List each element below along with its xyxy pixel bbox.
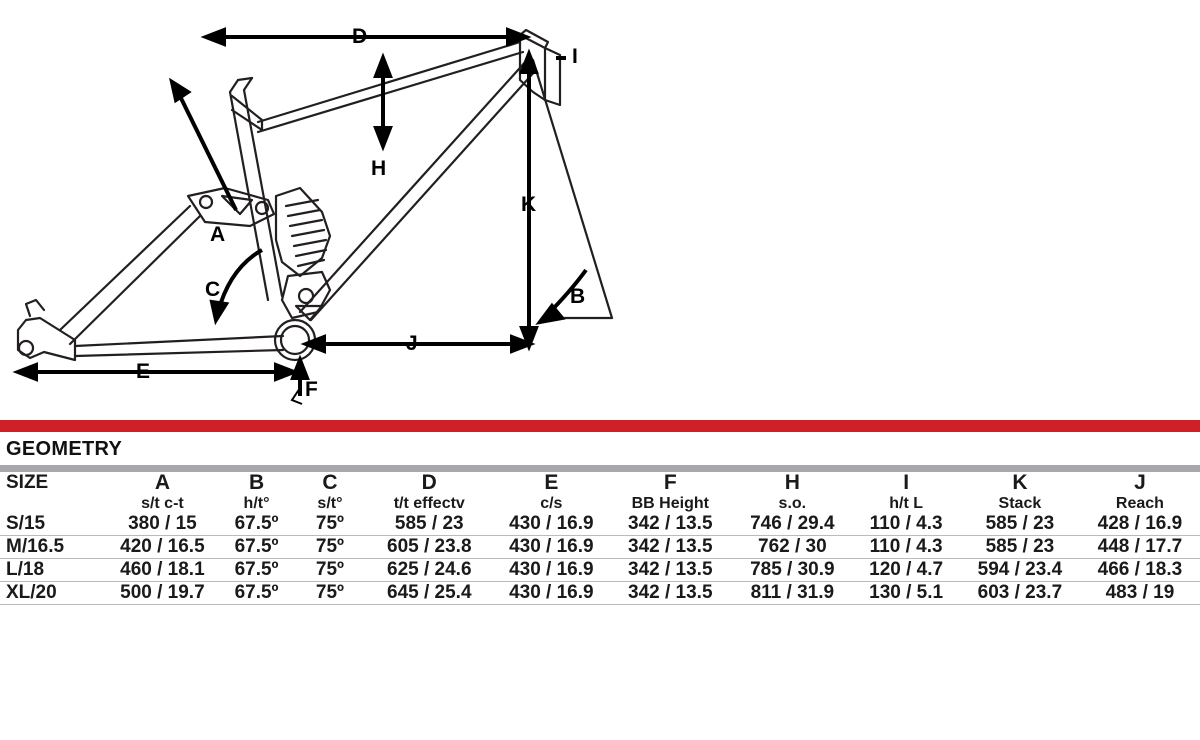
cell-k: 603 / 23.7 xyxy=(960,582,1080,605)
column-letter: B xyxy=(248,471,265,494)
section-title: GEOMETRY xyxy=(6,438,123,460)
column-header-c xyxy=(296,472,364,513)
cell-size: L/18 xyxy=(0,559,108,582)
column-sublabel: s/t° xyxy=(317,495,343,512)
column-letter: H xyxy=(784,471,800,494)
column-header-i xyxy=(852,472,960,513)
column-header-k xyxy=(960,472,1080,513)
cell-e: 430 / 16.9 xyxy=(509,513,594,534)
cell-d: 645 / 25.4 xyxy=(364,582,494,605)
cell-c: 75º xyxy=(296,559,364,582)
cell-j: 483 / 19 xyxy=(1080,582,1200,605)
column-sublabel: h/t L xyxy=(889,495,923,512)
callout-f: F xyxy=(305,378,318,401)
cell-i: 120 / 4.7 xyxy=(852,559,960,582)
cell-b: 67.5º xyxy=(234,513,279,534)
column-letter: SIZE xyxy=(6,472,49,493)
cell-h: 811 / 31.9 xyxy=(732,582,852,605)
column-sublabel: s.o. xyxy=(778,495,807,512)
cell-size: XL/20 xyxy=(0,582,108,605)
cell-a: 380 / 15 xyxy=(128,513,197,534)
cell-a: 460 / 18.1 xyxy=(108,559,218,582)
cell-j: 448 / 17.7 xyxy=(1080,536,1200,559)
table-row xyxy=(0,559,1200,582)
cell-e: 430 / 16.9 xyxy=(494,582,608,605)
callout-h: H xyxy=(371,157,387,180)
column-letter: K xyxy=(1012,471,1028,494)
cell-c: 75º xyxy=(315,513,344,534)
callout-k: K xyxy=(521,193,537,216)
section-accent-bar xyxy=(0,420,1200,432)
table-bottom-rule xyxy=(0,604,1200,605)
cell-size: M/16.5 xyxy=(0,536,108,559)
column-sublabel: s/t c-t xyxy=(141,495,184,512)
cell-c: 75º xyxy=(296,536,364,559)
column-letter: I xyxy=(903,471,910,494)
column-header-size xyxy=(0,472,108,513)
cell-d: 625 / 24.6 xyxy=(364,559,494,582)
cell-i: 110 / 4.3 xyxy=(852,536,960,559)
cell-j: 428 / 16.9 xyxy=(1097,513,1183,534)
table-row xyxy=(0,582,1200,605)
cell-a: 500 / 19.7 xyxy=(108,582,218,605)
column-sublabel: Stack xyxy=(998,495,1042,512)
cell-e: 430 / 16.9 xyxy=(494,536,608,559)
column-header-h xyxy=(732,472,852,513)
cell-b: 67.5º xyxy=(217,559,296,582)
column-sublabel: t/t effectv xyxy=(393,495,465,512)
callout-j: J xyxy=(406,332,418,355)
geometry-table xyxy=(0,472,1200,604)
column-sublabel: c/s xyxy=(540,495,563,512)
table-row xyxy=(0,513,1200,536)
cell-b: 67.5º xyxy=(217,536,296,559)
table-row xyxy=(0,536,1200,559)
cell-h: 785 / 30.9 xyxy=(732,559,852,582)
cell-k: 585 / 23 xyxy=(985,513,1055,534)
cell-f: 342 / 13.5 xyxy=(608,559,732,582)
cell-e: 430 / 16.9 xyxy=(494,559,608,582)
column-header-b xyxy=(217,472,296,513)
column-sublabel: h/t° xyxy=(243,495,270,512)
column-letter: E xyxy=(544,471,559,494)
column-letter: J xyxy=(1134,471,1146,494)
column-header-a xyxy=(108,472,218,513)
callout-e: E xyxy=(136,360,151,383)
cell-h: 746 / 29.4 xyxy=(750,513,835,534)
cell-c: 75º xyxy=(296,582,364,605)
cell-b: 67.5º xyxy=(217,582,296,605)
cell-a: 420 / 16.5 xyxy=(108,536,218,559)
cell-f: 342 / 13.5 xyxy=(628,513,713,534)
column-header-e xyxy=(494,472,608,513)
column-header-j xyxy=(1080,472,1200,513)
cell-f: 342 / 13.5 xyxy=(608,582,732,605)
column-letter: A xyxy=(154,471,170,494)
callout-i: I xyxy=(572,45,578,68)
callout-b: B xyxy=(570,285,586,308)
column-letter: F xyxy=(663,471,677,494)
column-letter: D xyxy=(421,471,437,494)
cell-i: 110 / 4.3 xyxy=(869,513,943,534)
cell-d: 585 / 23 xyxy=(394,513,464,534)
callout-d: D xyxy=(352,25,368,48)
table-header-row xyxy=(0,472,1200,513)
cell-size: S/15 xyxy=(6,513,46,534)
geometry-table-section xyxy=(0,420,1200,605)
callout-a: A xyxy=(210,223,226,246)
cell-h: 762 / 30 xyxy=(732,536,852,559)
cell-d: 605 / 23.8 xyxy=(364,536,494,559)
column-header-d xyxy=(364,472,494,513)
cell-k: 585 / 23 xyxy=(960,536,1080,559)
cell-k: 594 / 23.4 xyxy=(960,559,1080,582)
column-sublabel: BB Height xyxy=(631,495,709,512)
cell-j: 466 / 18.3 xyxy=(1080,559,1200,582)
column-sublabel: Reach xyxy=(1115,495,1164,512)
column-letter: C xyxy=(322,471,338,494)
cell-f: 342 / 13.5 xyxy=(608,536,732,559)
callout-c: C xyxy=(205,278,221,301)
cell-i: 130 / 5.1 xyxy=(852,582,960,605)
column-header-f xyxy=(608,472,732,513)
